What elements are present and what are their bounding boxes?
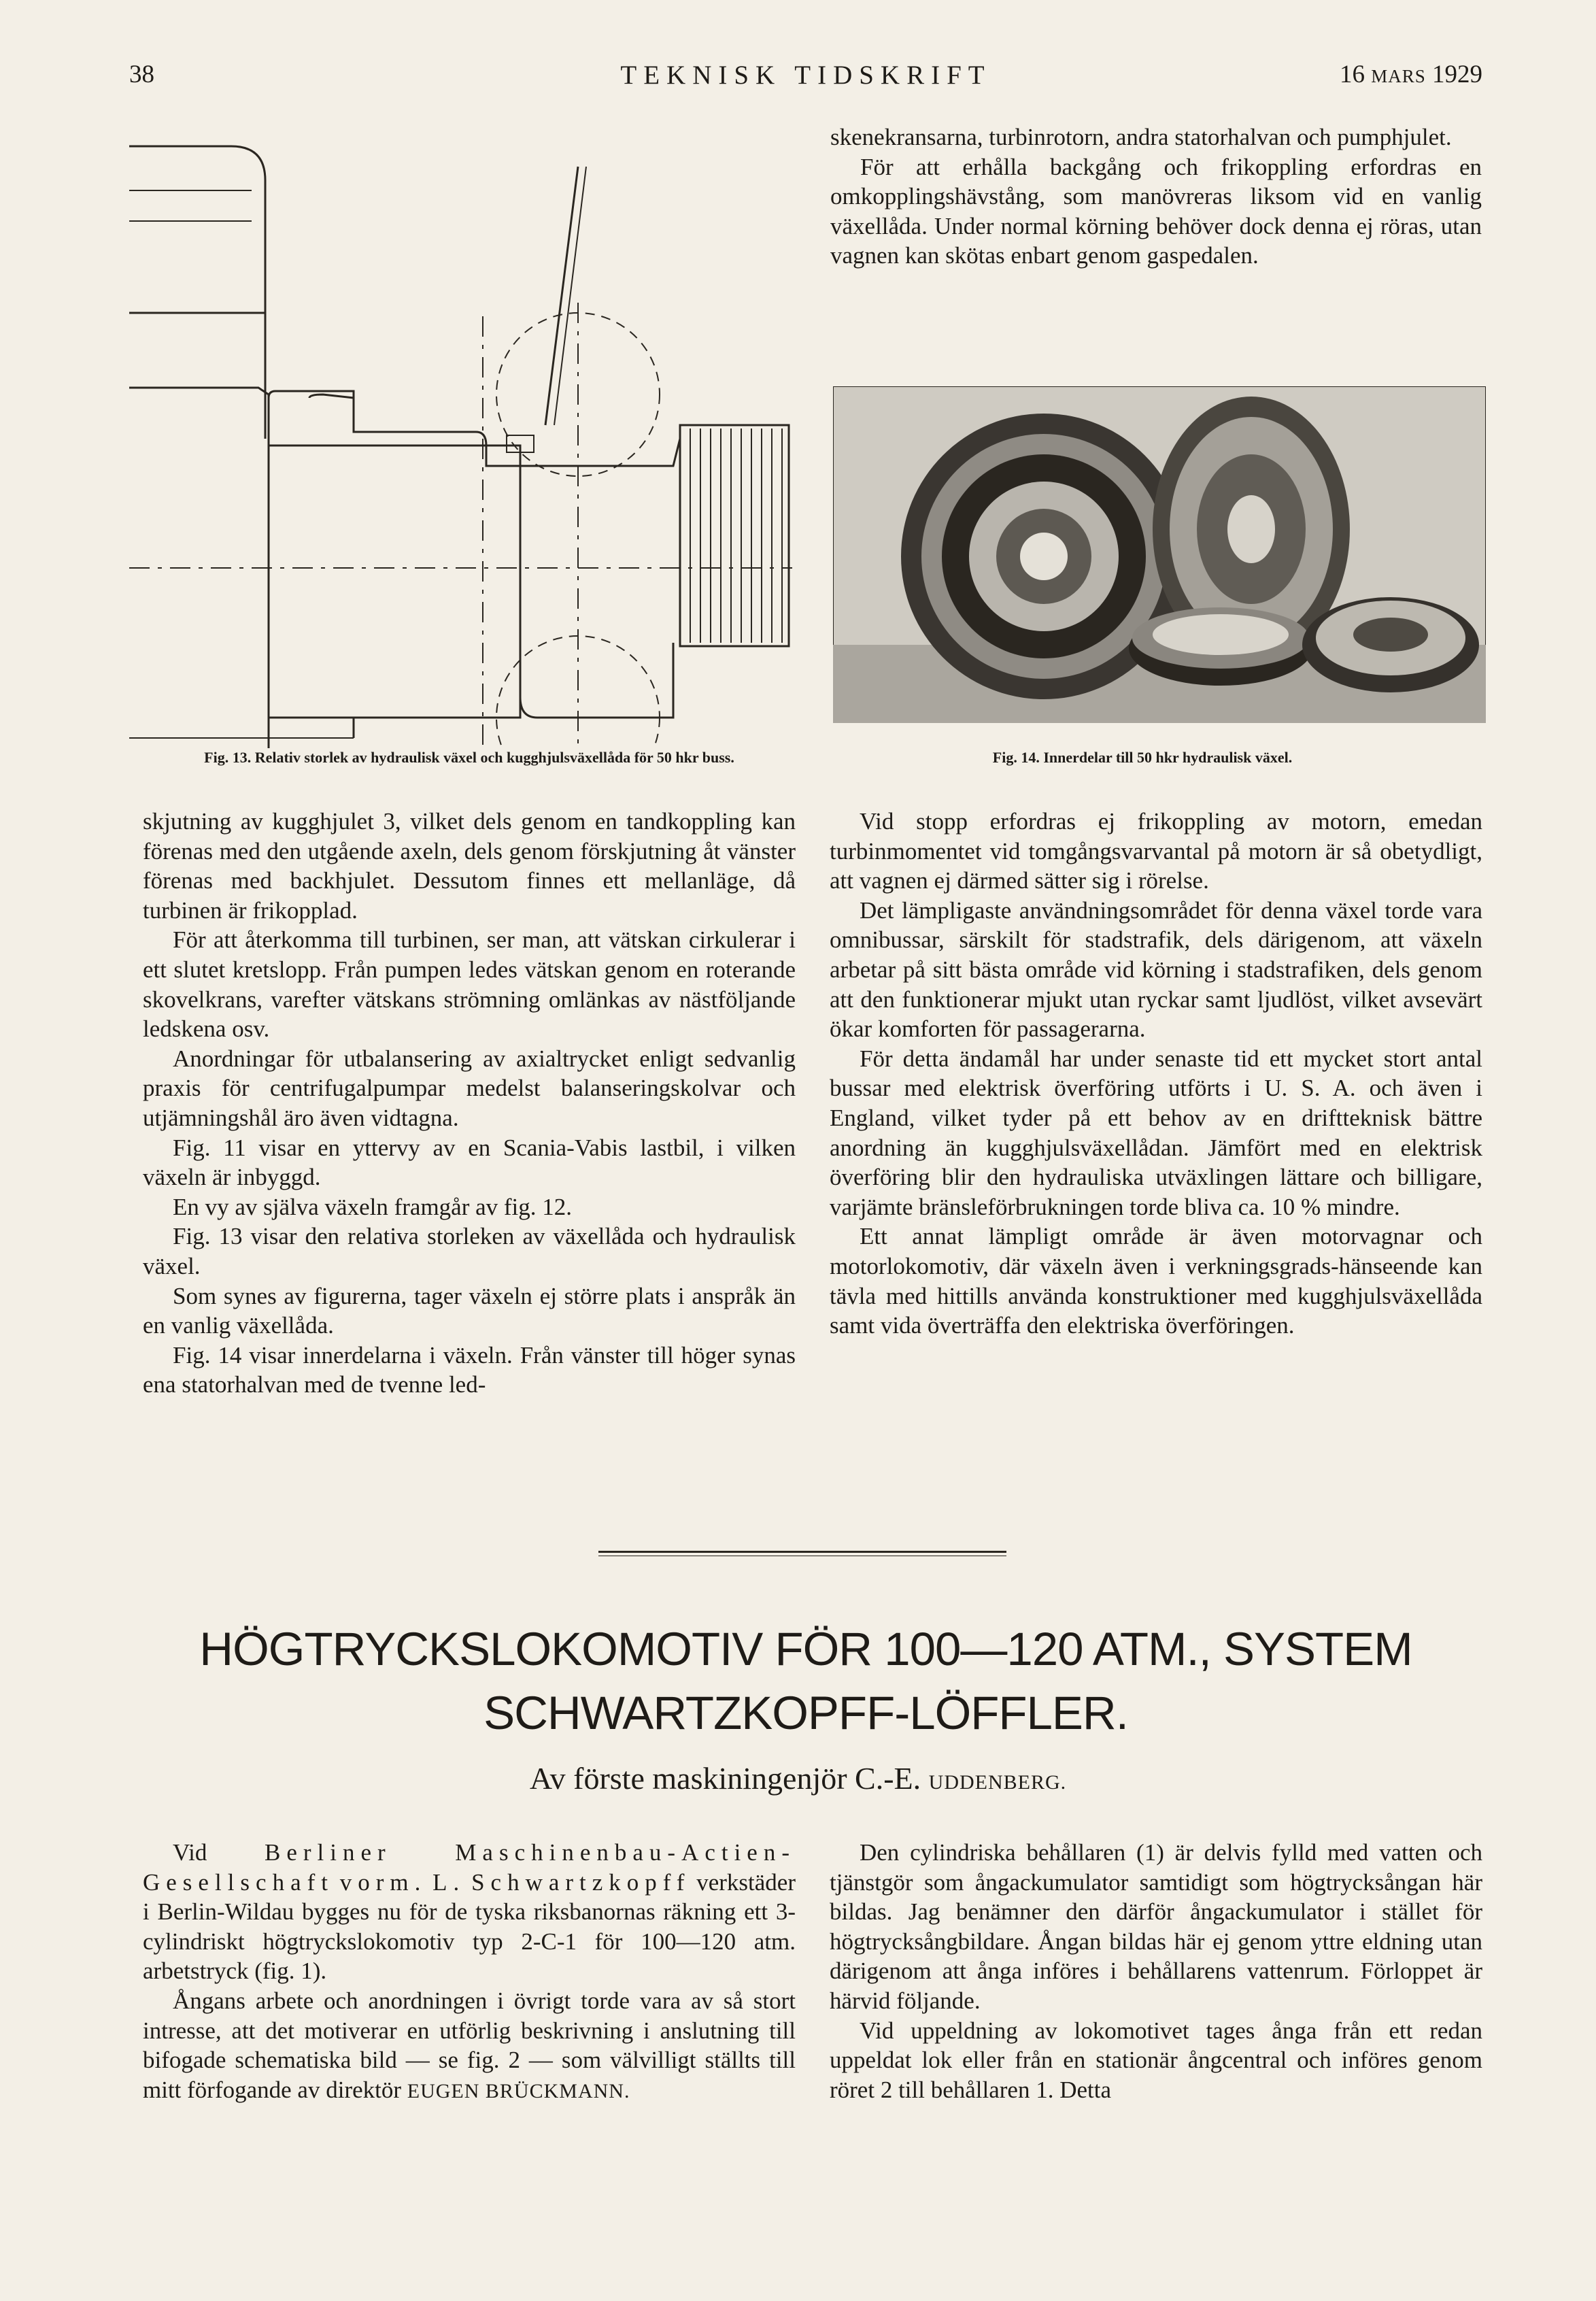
journal-title: TEKNISK TIDSKRIFT bbox=[620, 61, 991, 90]
article-headline bbox=[82, 1617, 1530, 1745]
article-right-column bbox=[830, 1838, 1482, 2104]
paragraph: Vid uppeldning av lokomotivet tages ånga från ett redan uppeldat lok eller från en stationär ångcentral och införes genom röret 2 till behållaren 1. Detta bbox=[830, 2017, 1482, 2103]
paragraph: Det lämpligaste användningsområdet för denna växel torde vara omnibussar, särskilt för stadstrafik, dels därigenom, att växeln arbetar på sitt bästa område vid körning i stadstrafiken, dels genom att den funktionerar mjukt utan ryckar samt ljudlöst, vilket avsevärt ökar komforten för passagerarna. bbox=[830, 896, 1482, 1043]
paragraph: För att återkomma till turbinen, ser man, att vätskan cirkulerar i ett slutet kretslopp. Från pumpen ledes vätskan genom en roterande skovelkrans, varefter vätskans strömning omlänkas av nästföljande ledskena osv. bbox=[143, 926, 796, 1043]
paragraph: Ett annat lämpligt område är även motorvagnar och motorlokomotiv, där växeln även i verkningsgrads-hänseende kan tävla med hittills använda konstruktioner med kugghjulsväxellåda samt vida överträffa den elektriska överföringen. bbox=[830, 1223, 1482, 1339]
fig14-photo bbox=[833, 386, 1486, 723]
headline-line-1: HÖGTRYCKSLOKOMOTIV FÖR 100—120 ATM., SYSTEM bbox=[199, 1623, 1412, 1675]
fig14-caption: Fig. 14. Innerdelar till 50 hkr hydraulisk växel. bbox=[992, 749, 1293, 766]
top-right-text bbox=[830, 122, 1482, 271]
right-column bbox=[830, 807, 1482, 1341]
paragraph: Anordningar för utbalansering av axialtrycket enligt sedvanlig praxis för centrifugalpumpar medelst balanseringskolvar och utjämningshål äro även vidtagna. bbox=[143, 1045, 796, 1131]
article-left-column bbox=[143, 1838, 796, 2106]
paragraph: Fig. 13 visar den relativa storleken av växellåda och hydraulisk växel. bbox=[143, 1223, 796, 1279]
left-column bbox=[143, 807, 796, 1400]
paragraph: Vid stopp erfordras ej frikoppling av motorn, emedan turbinmomentet vid tomgångsvarvantal på motorn är så obetydligt, att vagnen ej därmed sätter sig i rörelse. bbox=[830, 808, 1482, 894]
article-byline: Av förste maskiningenjör C.-E. UDDENBERG. bbox=[529, 1761, 1067, 1796]
paragraph: skjutning av kugghjulet 3, vilket dels genom en tandkoppling kan förenas med den utgående axeln, dels genom förskjutning åt vänster förenas med backhjulet. Dessutom finnes ett mellanläge, då turbinen är frikopplad. bbox=[143, 808, 796, 924]
paragraph: skenekransarna, turbinrotorn, andra statorhalvan och pumphjulet. bbox=[830, 124, 1452, 150]
paragraph: För detta ändamål har under senaste tid ett mycket stort antal bussar med elektrisk överföring utförts i U. S. A. och även i England, vilket tyder på ett behov av en driftteknisk bättre anordning än kugghjulsväxellådan. Jämfört med en elektrisk överföring blir den hydrauliska utväxlingen lättare och billigare, varjämte bränsleförbrukningen torde bliva ca. 10 % mindre. bbox=[830, 1045, 1482, 1220]
paragraph: För att erhålla backgång och frikoppling erfordras en omkopplingshävstång, som manövreras liksom vid en vanlig växellåda. Under normal körning behöver dock denna ej röras, utan vagnen kan skötas enbart genom gaspedalen. bbox=[830, 153, 1482, 269]
paragraph: Vid Berliner Maschinenbau-Actien-Gesellschaft vorm. L. Schwartzkopff verkstäder i Berlin-Wildau bygges nu för de tyska riksbanornas räkning ett 3-cylindriskt högtryckslokomotiv typ 2-C-1 för 100—120 atm. arbetstryck (fig. 1). bbox=[143, 1839, 796, 1985]
running-head bbox=[129, 60, 1482, 107]
author-name: UDDENBERG. bbox=[928, 1771, 1067, 1794]
paragraph: Fig. 14 visar innerdelarna i växeln. Från vänster till höger synas ena statorhalvan med de tvenne led- bbox=[143, 1341, 796, 1398]
fig13-drawing bbox=[129, 126, 792, 748]
paragraph: Den cylindriska behållaren (1) är delvis fylld med vatten och tjänstgör som ångackumulator samtidigt som högtrycksångan här bildas. Jag benämner den därför ångackumulator i stället för högtrycksångbildare. Ångan bildas här ej genom yttre eldning utan därigenom att ånga införes i behållarens vattenrum. Förloppet är härvid följande. bbox=[830, 1839, 1482, 2014]
fig13-caption: Fig. 13. Relativ storlek av hydraulisk växel och kugghjulsväxellåda för 50 hkr buss. bbox=[204, 749, 734, 766]
paragraph: Fig. 11 visar en yttervy av en Scania-Vabis lastbil, i vilken växeln är inbyggd. bbox=[143, 1134, 796, 1191]
page-number: 38 bbox=[129, 61, 154, 88]
section-divider bbox=[598, 1551, 1006, 1553]
issue-date: 16 MARS 1929 bbox=[1339, 61, 1482, 88]
paragraph: Som synes av figurerna, tager växeln ej större plats i anspråk än en vanlig växellåda. bbox=[143, 1282, 796, 1339]
headline-line-2: SCHWARTZKOPFF-LÖFFLER. bbox=[483, 1687, 1128, 1739]
paragraph: Ångans arbete och anordningen i övrigt torde vara av så stort intresse, att det motiverar en utförlig beskrivning i anslutning till bifogade schematiska bild — se fig. 2 — som välvilligt ställts till mitt förfogande av direktör EUGEN BRÜCKMANN. bbox=[143, 1987, 796, 2103]
paragraph: En vy av själva växeln framgår av fig. 12. bbox=[173, 1193, 573, 1220]
person-name: EUGEN BRÜCKMANN. bbox=[407, 2079, 630, 2102]
